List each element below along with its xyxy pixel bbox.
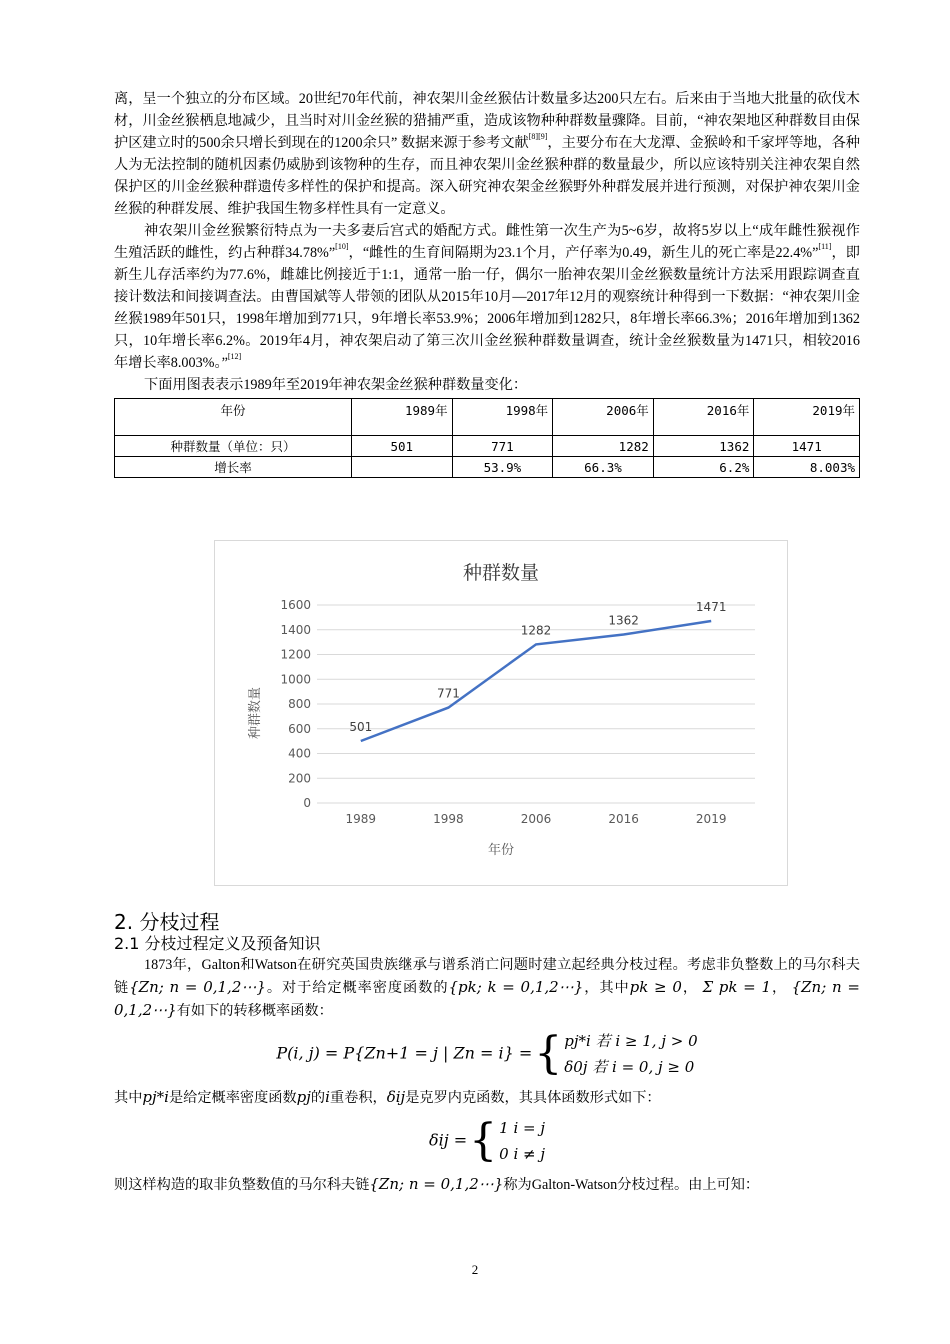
y-tick-label: 600 (288, 721, 311, 736)
x-tick-label: 2016 (608, 812, 639, 826)
table-cell: 2016年 (653, 399, 754, 436)
table-header-row (115, 399, 860, 436)
table-cell: 771 (452, 436, 553, 457)
y-tick-label: 1600 (280, 598, 311, 612)
equation-kronecker: δij ={ 1 i = j 0 i ≠ j (428, 1115, 546, 1166)
paragraph-convolution: 其中pj*i是给定概率密度函数pj的i重卷积，δij是克罗内克函数，其具体函数形式如下： (114, 1088, 661, 1106)
table-row (115, 436, 860, 457)
x-tick-label: 1989 (345, 812, 377, 826)
table-cell: 53.9% (452, 457, 553, 478)
math-chain-2: {Zn; n = 0,1,2⋯} (114, 978, 860, 1019)
section-body (114, 954, 860, 1196)
data-label: 1282 (520, 623, 552, 638)
paragraph-intro: 离，呈一个独立的分布区域。20世纪70年代前，神农架川金丝猴估计数量多达200只左右。后来由于当地大批量的砍伐木材，川金丝猴栖息地减少，且当时对川金丝猴的猎捕严重，造成该物种种群数量骤降。目前，“神农架地区种群数目由保护区建立时的500余只增长到现在的1200余只” 数据来源于参考文献[8][9]，主要分布在大龙潭、金猴岭和千家坪等地，各种人为无法控制的随机因素仍威胁到该物种的生存，而且神农架川金丝猴种群的数量最少，所以应该特别关注神农架自然保护区的川金丝猴种群遗传多样性的保护和提高。深入研究神农架金丝猴野外种群发展并进行预测，对保护神农架川金丝猴的种群发展、维护我国生物多样性具有一定意义。 (114, 91, 860, 217)
data-label: 501 (349, 720, 373, 735)
subsection-heading: 2.1 分枝过程定义及预备知识 (114, 934, 321, 953)
population-chart (214, 540, 788, 886)
math-chain: {Zn; n = 0,1,2⋯} (129, 978, 266, 996)
chart-svg (215, 541, 787, 885)
table-cell: 2006年 (553, 399, 654, 436)
math-pk-cond: pk ≥ 0 (629, 978, 682, 996)
x-axis-ticks (346, 812, 727, 826)
x-axis-label: 年份 (487, 843, 515, 858)
table-cell: 种群数量（单位：只） (115, 436, 352, 457)
paragraph-galton-watson: 1873年，Galton和Watson在研究英国贵族继承与谱系消亡问题时建立起经典分枝过程。考虑非负整数上的马尔科夫链{Zn; n = 0,1,2⋯}。对于给定概率密度函数的{pk; k = 0,1,2⋯}，其中pk ≥ 0， Σ pk = 1， {Zn; n = 0,1,2⋯}有如下的转移概率函数： (114, 957, 860, 1019)
table-cell: 66.3% (553, 457, 654, 478)
population-table (114, 398, 860, 478)
citation-10[interactable]: [10] (335, 242, 349, 251)
table-cell (352, 457, 453, 478)
data-label: 1471 (695, 599, 727, 614)
math-pk: {pk; k = 0,1,2⋯} (448, 978, 584, 996)
table-row (115, 457, 860, 478)
table-cell: 年份 (115, 399, 352, 436)
table-cell: 8.003% (754, 457, 860, 478)
data-labels (349, 600, 726, 734)
citation-8-9[interactable]: [8][9] (528, 132, 548, 141)
y-tick-label: 1200 (280, 647, 311, 662)
equation-case-1: pj*i 若 i ≥ 1, j > 0 (564, 1032, 698, 1050)
table-cell: 1989年 (352, 399, 453, 436)
paragraph-table-intro: 下面用图表表示1989年至2019年神农架金丝猴种群数量变化： (144, 377, 528, 393)
equation-case-2: δ0j 若 i = 0, j ≥ 0 (564, 1058, 695, 1076)
y-tick-label: 1000 (280, 672, 311, 687)
math-sum: Σ pk = 1 (702, 978, 772, 996)
series-line (361, 621, 711, 741)
page-number: 2 (471, 1262, 479, 1277)
x-tick-label: 1998 (433, 812, 464, 826)
y-tick-label: 400 (288, 746, 311, 761)
table-cell: 1282 (553, 436, 654, 457)
data-label: 771 (436, 686, 460, 701)
table-cell: 1471 (754, 436, 860, 457)
y-tick-label: 1400 (280, 622, 311, 637)
table-cell: 6.2% (653, 457, 754, 478)
y-tick-label: 800 (288, 697, 311, 711)
equation-transition: P(i, j) = P{Zn+1 = j | Zn = i} ={ pj*i 若 i ≥ 1, j > 0 δ0j 若 i = 0, j ≥ 0 (276, 1028, 698, 1079)
paragraph-breeding: 神农架川金丝猴繁衍特点为一夫多妻后宫式的婚配方式。雌性第一次生产为5~6岁，故将5岁以上“成年雌性猴视作生殖活跃的雌性，约占种群34.78%”[10]，“雌性的生育间隔期为23.1个月，产仔率为0.49，新生儿的死亡率是22.4%”[11]，即新生儿存活率约为77.6%，雌雄比例接近于1:1，通常一胎一仔，偶尔一胎神农架川金丝猴数量统计方法采用跟踪调查直接计数法和间接调查法。由曹国斌等人带领的团队从2015年10月—2017年12月的观察统计种得到一下数据：“神农架川金丝猴1989年501只，1998年增加到771只，9年增长率53.9%；2006年增加到1282只，8年增长率66.3%；2016年增加到1362只，10年增长率6.2%。2019年4月，神农架启动了第三次川金丝猴种群数量调查，统计金丝猴数量为1471只，相较2016年增长率8.003%。”[12] (114, 223, 860, 371)
y-tick-label: 0 (303, 796, 311, 810)
chart-title: 种群数量 (462, 562, 540, 584)
citation-11[interactable]: [11] (818, 242, 832, 251)
table-cell: 1998年 (452, 399, 553, 436)
table-cell: 501 (352, 436, 453, 457)
data-label: 1362 (608, 613, 639, 628)
section-heading: 2. 分枝过程 (114, 910, 220, 934)
x-tick-label: 2006 (520, 812, 552, 826)
citation-12[interactable]: [12] (227, 352, 242, 361)
document-page (114, 88, 860, 1193)
x-tick-label: 2019 (695, 812, 727, 826)
paragraph-definition: 则这样构造的取非负整数值的马尔科夫链{Zn; n = 0,1,2⋯}称为Galton-Watson分枝过程。由上可知： (114, 1175, 760, 1193)
y-tick-label: 200 (288, 771, 311, 786)
table-cell: 1362 (653, 436, 754, 457)
y-axis-label: 种群数量 (248, 686, 263, 740)
y-axis-ticks (280, 598, 311, 810)
table-cell: 增长率 (115, 457, 352, 478)
table-cell: 2019年 (754, 399, 860, 436)
